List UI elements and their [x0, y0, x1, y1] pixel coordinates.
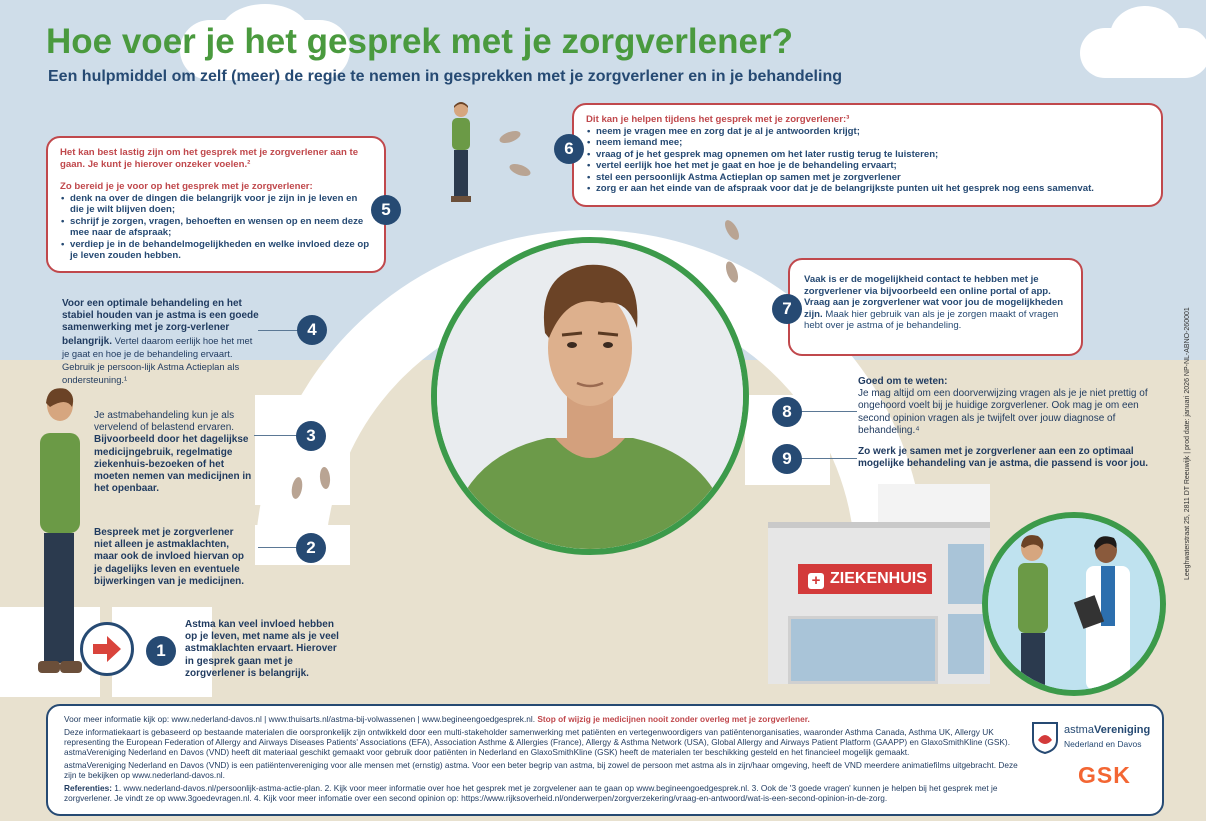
gsk-logo: GSK — [1078, 762, 1131, 788]
step-1-text: Astma kan veel invloed hebben op je leven, met name als je veel astmaklachten ervaart. Hierover in gesprek gaan met je zorgverlener is belangrijk. — [185, 619, 339, 679]
logo-wordmark — [1064, 725, 1150, 735]
hospital-cross-icon: + — [808, 573, 824, 589]
step-number-5: 5 — [371, 195, 401, 225]
doctor-consultation-circle — [982, 512, 1166, 696]
hospital-window — [948, 544, 984, 604]
hospital-sign-text: ZIEKENHUIS — [830, 570, 927, 587]
main-portrait-circle — [431, 237, 749, 555]
box5-list — [60, 193, 372, 262]
page-subtitle: Een hulpmiddel om zelf (meer) de regie te nemen in gesprekken met je zorgverlener en in je behandeling — [48, 68, 842, 85]
list-item: • denk na over de dingen die belangrijk voor je zijn in je leven en die je wilt blijven doen; — [70, 193, 372, 216]
step-4-bold: Voor een optimale behandeling en het stabiel houden van je astma is een goede samenwerking met je zorg-verlener belangrijk. — [62, 298, 259, 347]
hospital-window — [948, 614, 984, 674]
astmavereniging-logo-icon — [1030, 720, 1060, 754]
astmavereniging-logo — [1030, 720, 1150, 756]
box7-bold: Vaak is er de mogelijkheid contact te hebben met je zorgverlener via bijvoorbeeld een online portal of app. Vraag aan je zorgverlener wat voor jou de mogelijkheden zijn. — [804, 274, 1064, 320]
logo-subtitle: Nederland en Davos — [1064, 739, 1142, 749]
logo-vereniging: Vereniging — [1093, 724, 1151, 736]
hospital-sign — [798, 564, 932, 594]
references-text: 1. www.nederland-davos.nl/persoonlijk-astma-actie-plan. 2. Kijk voor meer informatie over hoe het gesprek met je zorgvelener aan te gaan op www.begineengoedgesprek.nl. 3. Ook de '3 goede vragen' kunnen je helpen bij het gesprek met je zorgverlener. Je vindt ze op www.3goedevragen.nl. 4. Kijk voor meer infomatie over een second opinion op: https://www.rijksoverheid.nl/onderwerpen/zorgverzekering/vraag-en-antwoord/wat-is-een-second-opinion-in-de-zorg. — [64, 783, 998, 803]
step-9-text: Zo werk je samen met je zorgverlener aan een zo optimaal mogelijke behandeling van je astma, die passend is voor jou. — [858, 446, 1149, 470]
step-8-text — [858, 376, 1158, 437]
cloud — [1110, 6, 1180, 66]
leader-line — [801, 458, 857, 459]
footer-links: Voor meer informatie kijk op: www.nederland-davos.nl | www.thuisarts.nl/astma-bij-volwassenen | www.begineengoedgesprek.nl. — [64, 714, 536, 724]
box5-heading: Zo bereid je je voor op het gesprek met je zorgverlener: — [60, 181, 313, 192]
roof-line — [768, 522, 990, 528]
footer-para-2: Deze informatiekaart is gebaseerd op bestaande materialen die oorspronkelijk zijn ontwikkeld door een multi-stakeholder samenwerking met patiënten en vertegenwoordigers van patiëntenorganisaties, waaronder Asthma Canada, Asthma UK, Allergy UK representing the European Federation of Allergy and Airways Diseases Patients' Associations (EFA), Association Asthme & Allergies (France), Allergy & Asthma Network (USA), Global Allergy and Airways Patient Platform (GAAPP) en GlaxoSmithKline (GSK). astmaVereniging Nederland en Davos (VND) heeft dit materiaal geschikt gemaakt voor gebruik door patiënten in Nederland en GlaxoSmithKline (GSK) heeft de materialen ter beschikking gesteld en het financieel mogelijk gemaakt. — [64, 727, 1011, 757]
footer-line-1 — [64, 714, 1024, 724]
leader-line — [258, 547, 298, 548]
hospital-illustration — [768, 484, 990, 684]
box6-list — [586, 126, 1149, 195]
list-item: • zorg er aan het einde van de afspraak voor dat je de belangrijkste punten uit het gesprek nog eens samenvat. — [596, 183, 1149, 195]
list-item: • neem iemand mee; — [596, 137, 1149, 149]
leader-line — [258, 330, 298, 331]
step-8-bold: Goed om te weten: — [858, 376, 948, 387]
list-item: • vraag of je het gesprek mag opnemen om het later rustig terug te luisteren; — [596, 149, 1149, 161]
footer-info-box — [46, 704, 1164, 816]
step-number-3: 3 — [296, 421, 326, 451]
step-number-2: 2 — [296, 533, 326, 563]
step-4-normal: Vertel daarom eerlijk hoe het met je gaat en hoe je de behandeling ervaart. Gebruik je persoon-lijk Astma Actieplan als ondersteuning.¹ — [62, 334, 253, 386]
step-number-8: 8 — [772, 397, 802, 427]
step-number-1: 1 — [146, 636, 176, 666]
box7-normal: Maak hier gebruik van als je je zorgen maakt of vragen hebt over je astma of je behandeling. — [804, 308, 1059, 331]
walking-person-illustration — [445, 100, 480, 205]
patient-doctor-illustration — [988, 518, 1160, 690]
leader-line — [254, 435, 298, 436]
step-3-bold: Bijvoorbeeld door het dagelijkse medicijngebruik, regelmatige ziekenhuis-bezoeken of het moeten nemen van medicijnen in het openbaar. — [94, 434, 252, 495]
list-item: • stel een persoonlijk Astma Actieplan op samen met je zorgverlener — [596, 172, 1149, 184]
list-item: • vertel eerlijk hoe het met je gaat en hoe je de behandeling ervaart; — [596, 160, 1149, 172]
box-step-5 — [46, 136, 386, 273]
footer-warning: Stop of wijzig je medicijnen nooit zonder overleg met je zorgverlener. — [537, 714, 810, 724]
standing-person-illustration — [30, 385, 90, 685]
man-portrait-illustration — [437, 243, 743, 549]
list-item: • verdiep je in de behandelmogelijkheden en welke invloed deze op je leven zouden hebben. — [70, 239, 372, 262]
footer-references — [64, 783, 1024, 803]
hospital-entrance — [788, 616, 938, 684]
step-4-text — [62, 298, 262, 387]
box-step-7 — [788, 258, 1083, 356]
box5-intro: Het kan best lastig zijn om het gesprek met je zorgverlener aan te gaan. Je kunt je hierover onzeker voelen.² — [60, 147, 359, 170]
step-number-7: 7 — [772, 294, 802, 324]
step-number-9: 9 — [772, 444, 802, 474]
step-3-normal: Je astmabehandeling kun je als vervelend of belastend ervaren. — [94, 410, 235, 434]
list-item: • neem je vragen mee en zorg dat je al je antwoorden krijgt; — [596, 126, 1149, 138]
step-3-text — [94, 410, 254, 495]
box-step-6 — [572, 103, 1163, 207]
list-item: • schrijf je zorgen, vragen, behoeften en wensen op en neem deze mee naar de afspraak; — [70, 216, 372, 239]
footprints-icon — [490, 125, 550, 185]
footprints-icon — [710, 210, 760, 290]
step-number-6: 6 — [554, 134, 584, 164]
references-label: Referenties: — [64, 783, 112, 793]
footer-para-3: astmaVereniging Nederland en Davos (VND) is een patiëntenvereniging voor alle mensen met (ernstig) astma. Voor een beter begrip van astma, bij zowel de persoon met astma als in zijn/haar omgeving, heeft de VND meerdere animatiefilms uitgebracht. Deze zijn te bekijken op www.nederland-davos.nl. — [64, 760, 1018, 780]
vertical-print-note: Leeghwaterstraat 25, 2811 DT Reeuwijk | prod date: januari 2026 NP-NL-ABNO-260001 — [1184, 307, 1191, 580]
leader-line — [801, 411, 857, 412]
box6-heading: Dit kan je helpen tijdens het gesprek met je zorgverlener:³ — [586, 114, 850, 125]
step-2-text: Bespreek met je zorgverlener niet alleen je astmaklachten, maar ook de invloed hiervan op je dagelijks leven en eventuele bijwerkingen van je medicijnen. — [94, 527, 245, 587]
step-number-4: 4 — [297, 315, 327, 345]
page-title: Hoe voer je het gesprek met je zorgverlener? — [46, 22, 793, 61]
step-8-normal: Je mag altijd om een doorverwijzing vragen als je je niet prettig of ongehoord voelt bij je huidige zorgverlener. Ook mag je om een second opinion vragen als je twijfelt over jouw diagnose of behandeling.⁴ — [858, 388, 1148, 436]
footprints-icon — [285, 460, 345, 510]
logo-astma: astma — [1064, 724, 1094, 736]
